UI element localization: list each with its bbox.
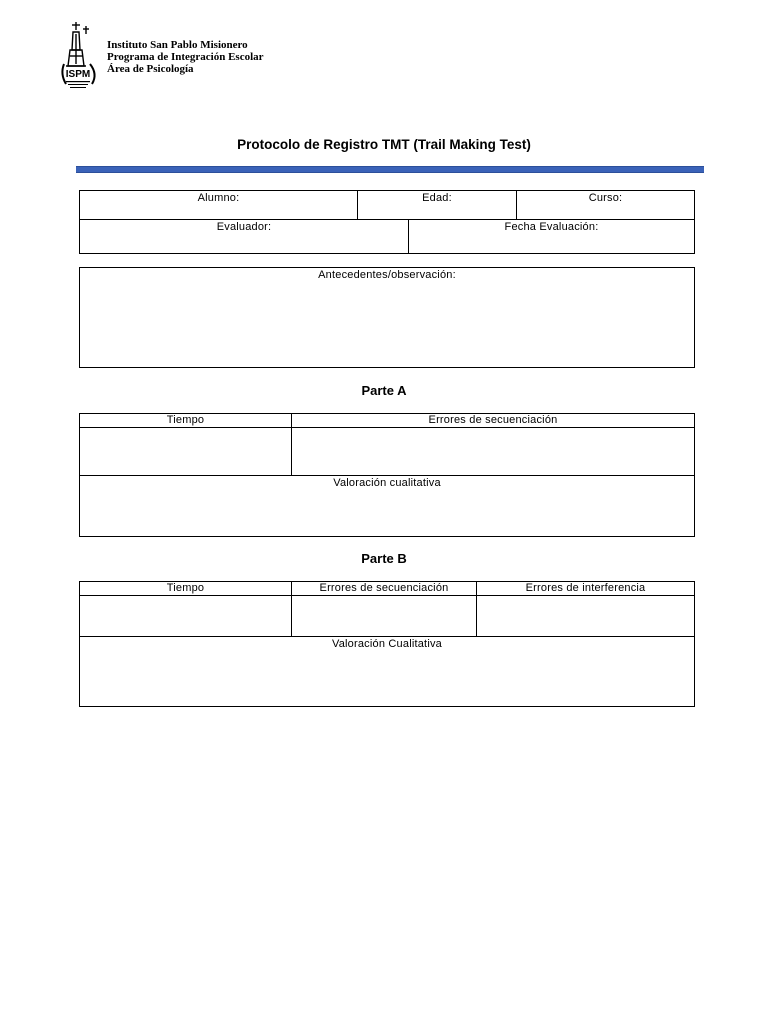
alumno-field[interactable]: Alumno: [197, 192, 240, 204]
parte-b-errores-secuenciacion-cell[interactable] [292, 596, 476, 636]
curso-field[interactable]: Curso: [588, 192, 623, 204]
parte-b-errores-interferencia-header: Errores de interferencia [525, 582, 646, 594]
student-info-table [79, 190, 695, 254]
edad-field[interactable]: Edad: [422, 192, 452, 204]
parte-a-table [79, 413, 695, 537]
antecedentes-label: Antecedentes/observación: [318, 269, 456, 281]
document-title: Protocolo de Registro TMT (Trail Making Test) [237, 137, 531, 152]
institution-line-2: Programa de Integración Escolar [107, 51, 264, 63]
institution-line-1: Instituto San Pablo Misionero [107, 39, 248, 51]
parte-a-valoracion-cell[interactable]: Valoración cualitativa [333, 477, 441, 489]
institution-name [107, 39, 264, 75]
parte-a-errores-cell[interactable] [292, 428, 694, 475]
institution-line-3: Área de Psicología [107, 63, 194, 75]
parte-a-errores-secuenciacion-header: Errores de secuenciación [428, 414, 558, 426]
parte-b-errores-interferencia-cell[interactable] [477, 596, 694, 636]
parte-b-title: Parte B [361, 551, 407, 566]
parte-a-title: Parte A [361, 383, 407, 398]
title-divider [76, 166, 704, 173]
parte-b-valoracion-cell[interactable]: Valoración Cualitativa [332, 638, 442, 650]
antecedentes-box[interactable] [79, 267, 695, 368]
parte-b-tiempo-cell[interactable] [80, 596, 291, 636]
parte-a-tiempo-cell[interactable] [80, 428, 291, 475]
institution-logo [56, 20, 100, 90]
parte-b-tiempo-header: Tiempo [166, 582, 205, 594]
evaluador-field[interactable]: Evaluador: [216, 221, 272, 233]
parte-b-errores-secuenciacion-header: Errores de secuenciación [319, 582, 449, 594]
parte-a-tiempo-header: Tiempo [166, 414, 205, 426]
parte-b-table [79, 581, 695, 707]
logo-text: ISPM [65, 69, 91, 80]
fecha-evaluacion-field[interactable]: Fecha Evaluación: [504, 221, 599, 233]
